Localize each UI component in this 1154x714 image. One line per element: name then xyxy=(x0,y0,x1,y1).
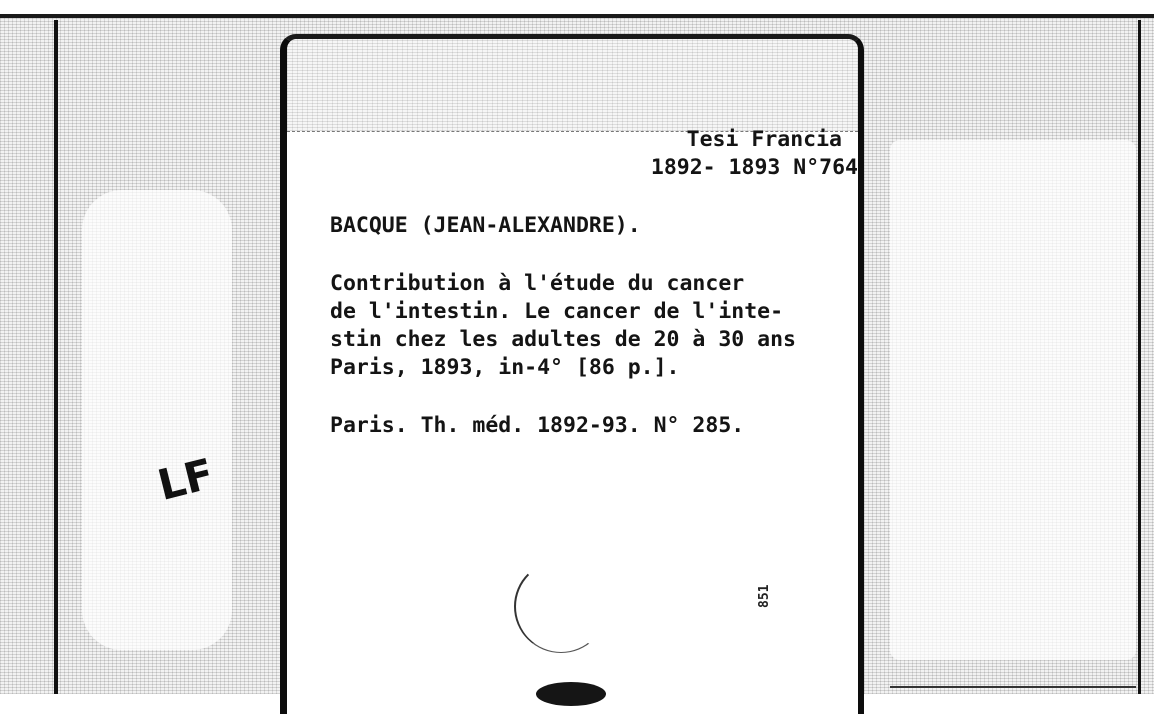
header-years-number: 1892- 1893 N°764 xyxy=(650,155,858,180)
header-series: Tesi Francia xyxy=(686,127,842,152)
title-line: stin chez les adultes de 20 à 30 ans xyxy=(330,327,796,352)
right-vertical-rule xyxy=(1138,20,1141,694)
left-vertical-rule xyxy=(54,20,58,694)
ink-blot xyxy=(536,682,606,706)
card-header-band xyxy=(287,39,858,131)
imprint-line: Paris, 1893, in-4° [86 p.]. xyxy=(330,355,680,380)
right-light-area xyxy=(890,140,1136,660)
author-heading: BACQUE (JEAN-ALEXANDRE). xyxy=(330,213,641,238)
title-line: de l'intestin. Le cancer de l'inte- xyxy=(330,299,784,324)
handwritten-mark: LF xyxy=(152,449,219,510)
punch-hole xyxy=(514,560,608,653)
title-line: Contribution à l'étude du cancer xyxy=(330,271,745,296)
right-bottom-rule xyxy=(890,686,1136,688)
top-rule xyxy=(0,14,1154,18)
stamp-number: 851 xyxy=(757,584,772,608)
thesis-note: Paris. Th. méd. 1892-93. N° 285. xyxy=(330,413,745,438)
left-light-area xyxy=(82,190,232,650)
